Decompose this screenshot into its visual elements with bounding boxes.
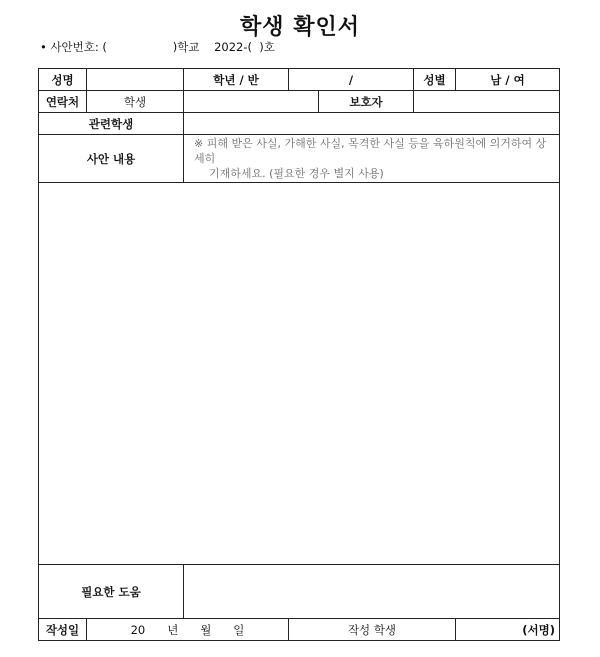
- date-field[interactable]: [87, 619, 289, 641]
- case-number-line: [40, 39, 275, 55]
- related-student-label: 관련학생: [39, 113, 184, 135]
- incident-content-field[interactable]: [39, 183, 560, 565]
- year-prefix: 20: [130, 622, 146, 637]
- row-contact: [39, 91, 560, 113]
- ho-label: )호: [259, 40, 275, 54]
- month-suffix: 월: [200, 622, 212, 637]
- case-number-label: 사안번호: (: [50, 40, 107, 54]
- bullet: •: [40, 40, 47, 54]
- name-field[interactable]: [87, 69, 184, 91]
- row-incident-body: [39, 183, 560, 565]
- row-help: [39, 565, 560, 619]
- gender-field[interactable]: 남 / 여: [456, 69, 560, 91]
- help-needed-label: 필요한 도움: [39, 565, 184, 619]
- grade-class-label: 학년 / 반: [184, 69, 289, 91]
- school-label: )학교: [172, 40, 200, 54]
- guardian-label: 보호자: [319, 91, 414, 113]
- row-incident-header: [39, 135, 560, 183]
- gender-label: 성별: [414, 69, 456, 91]
- notice-line-2: 기재하세요. (필요한 경우 별지 사용): [209, 167, 384, 180]
- notice-line-1: ※ 피해 받은 사실, 가해한 사실, 목격한 사실 등을 육하원칙에 의거하여 상세히: [194, 137, 547, 165]
- day-suffix: 일: [233, 622, 245, 637]
- grade-class-field[interactable]: /: [289, 69, 414, 91]
- year-suffix: 년: [167, 622, 179, 637]
- student-confirmation-form: [38, 68, 560, 641]
- writer-label: 작성 학생: [289, 619, 456, 641]
- contact-label: 연락처: [39, 91, 87, 113]
- name-label: 성명: [39, 69, 87, 91]
- help-needed-field[interactable]: [184, 565, 560, 619]
- related-student-field[interactable]: [184, 113, 560, 135]
- signature-field[interactable]: (서명): [456, 619, 560, 641]
- case-number-blank[interactable]: [107, 40, 173, 54]
- incident-label: 사안 내용: [39, 135, 184, 183]
- row-related: [39, 113, 560, 135]
- year-label: 2022-(: [214, 40, 252, 54]
- guardian-contact-field[interactable]: [414, 91, 560, 113]
- row-footer: [39, 619, 560, 641]
- page-title: 학생 확인서: [240, 15, 360, 40]
- student-contact-field[interactable]: [184, 91, 319, 113]
- student-contact-label: 학생: [87, 91, 184, 113]
- incident-notice: [184, 135, 560, 183]
- date-label: 작성일: [39, 619, 87, 641]
- row-name: [39, 69, 560, 91]
